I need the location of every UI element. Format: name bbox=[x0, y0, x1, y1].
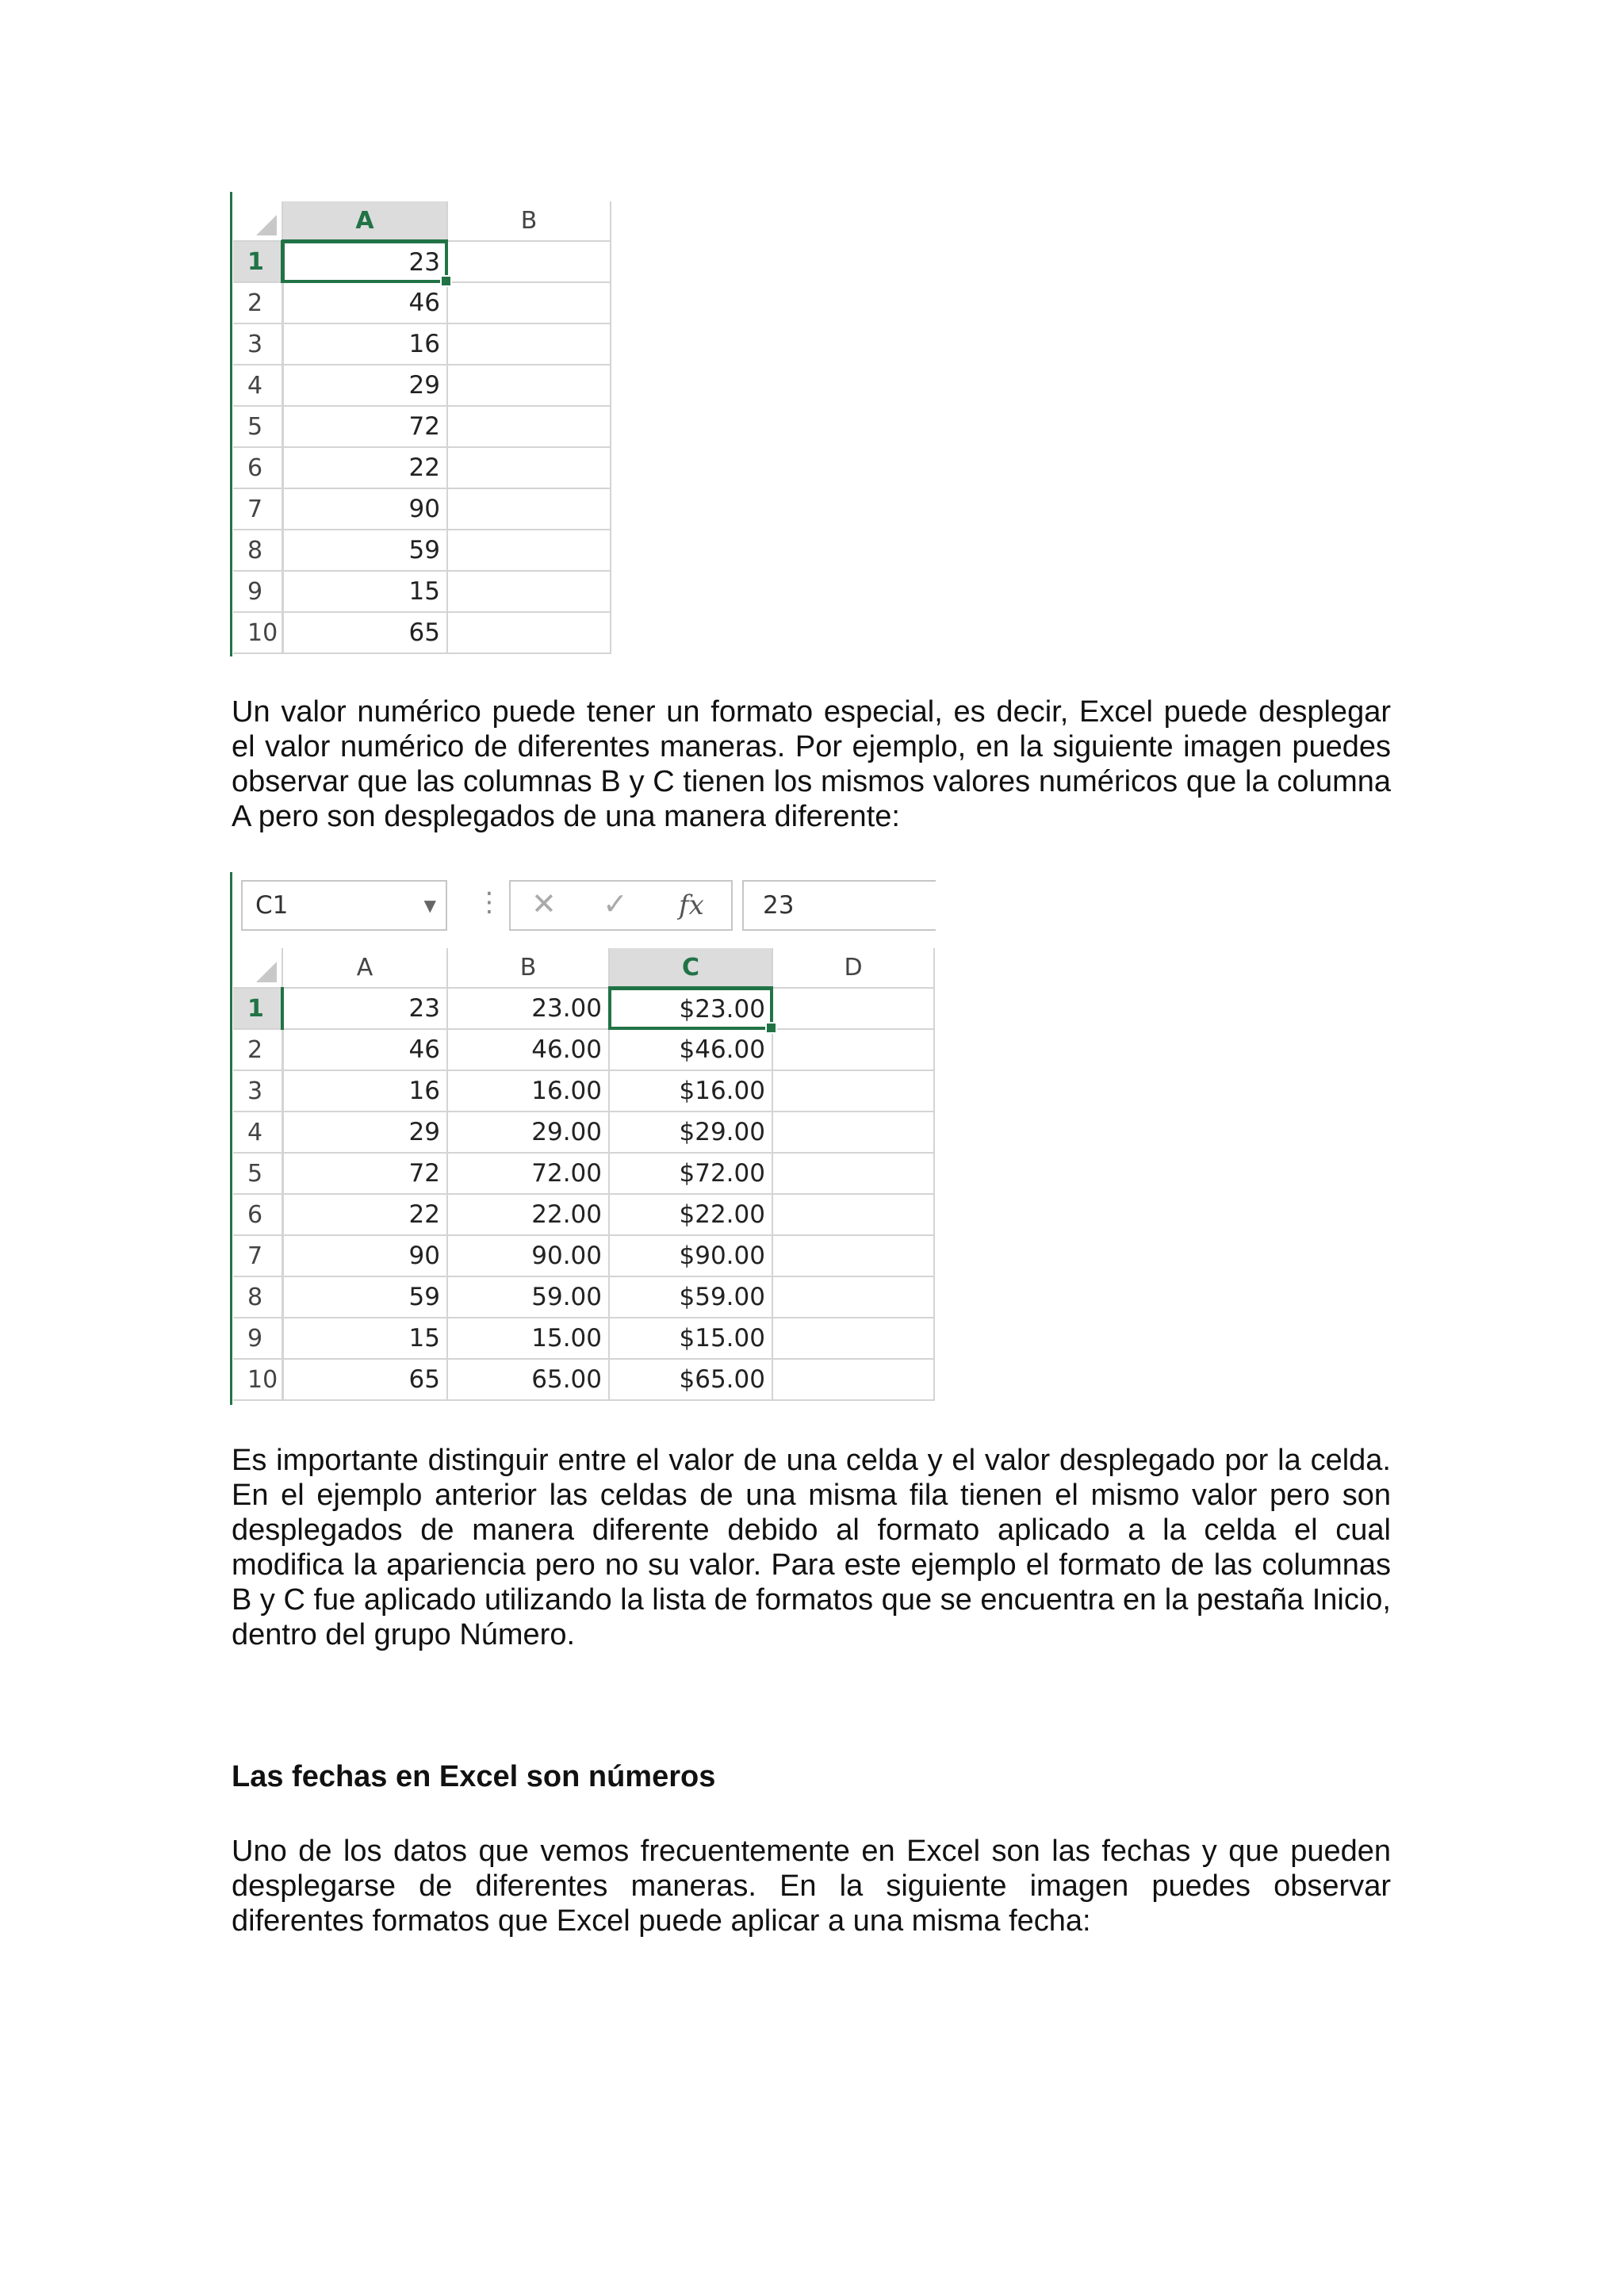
table-cell[interactable]: $72.00 bbox=[609, 1153, 772, 1194]
table-cell[interactable]: 72 bbox=[282, 1153, 447, 1194]
select-all-corner[interactable] bbox=[233, 201, 282, 241]
table-cell[interactable] bbox=[772, 1235, 934, 1276]
table-cell[interactable]: 65 bbox=[282, 612, 447, 653]
table-cell[interactable]: 59 bbox=[282, 530, 447, 571]
table-cell[interactable]: $65.00 bbox=[609, 1359, 772, 1400]
name-box-value: C1 bbox=[255, 891, 289, 920]
dropdown-arrow-icon[interactable]: ▼ bbox=[423, 896, 436, 915]
section-heading: Las fechas en Excel son números bbox=[232, 1760, 716, 1793]
table-cell[interactable]: 23.00 bbox=[447, 988, 609, 1029]
column-header-b[interactable]: B bbox=[447, 948, 609, 988]
row-header[interactable]: 3 bbox=[233, 1070, 282, 1112]
table-cell[interactable] bbox=[772, 1029, 934, 1070]
name-box[interactable] bbox=[241, 880, 447, 931]
table-cell[interactable] bbox=[447, 406, 611, 447]
paragraph-value-vs-display: Es importante distinguir entre el valor de una celda y el valor desplegado por la celda. En el ejemplo anterior las celdas de una misma fila tienen el mismo valor pero son desplegados de manera diferente debido al formato aplicado a la celda el cual modifica la apariencia pero no su valor. Para este ejemplo el formato de las columnas B y C fue aplicado utilizando la lista de formatos que se encuentra en la pestaña Inicio, dentro del grupo Número. bbox=[232, 1444, 1391, 1651]
table-cell[interactable]: 16 bbox=[282, 1070, 447, 1112]
table-cell[interactable]: 15 bbox=[282, 1318, 447, 1359]
table-cell[interactable]: 29.00 bbox=[447, 1112, 609, 1153]
sheet-left-edge bbox=[230, 872, 232, 1405]
table-cell[interactable] bbox=[447, 365, 611, 406]
row-header[interactable]: 1 bbox=[233, 988, 282, 1029]
table-cell[interactable]: 15.00 bbox=[447, 1318, 609, 1359]
column-header-d[interactable]: D bbox=[772, 948, 934, 988]
excel-screenshot-2 bbox=[230, 872, 944, 1411]
row-header[interactable]: 10 bbox=[233, 612, 282, 653]
table-cell[interactable]: 65 bbox=[282, 1359, 447, 1400]
row-header[interactable]: 8 bbox=[233, 530, 282, 571]
worksheet-grid-1 bbox=[233, 201, 611, 654]
worksheet-grid-2 bbox=[233, 948, 935, 1401]
table-cell[interactable]: $22.00 bbox=[609, 1194, 772, 1235]
table-cell[interactable]: $16.00 bbox=[609, 1070, 772, 1112]
column-header-c[interactable]: C bbox=[609, 948, 772, 988]
table-cell[interactable]: 22 bbox=[282, 447, 447, 488]
column-header-a[interactable]: A bbox=[282, 201, 447, 241]
row-header[interactable]: 5 bbox=[233, 406, 282, 447]
table-cell[interactable] bbox=[772, 1359, 934, 1400]
table-cell[interactable] bbox=[772, 988, 934, 1029]
row-header[interactable]: 4 bbox=[233, 365, 282, 406]
row-header[interactable]: 10 bbox=[233, 1359, 282, 1400]
table-cell[interactable]: 90 bbox=[282, 1235, 447, 1276]
table-cell[interactable] bbox=[772, 1318, 934, 1359]
row-header[interactable]: 7 bbox=[233, 1235, 282, 1276]
row-header[interactable]: 6 bbox=[233, 1194, 282, 1235]
table-cell[interactable]: 22 bbox=[282, 1194, 447, 1235]
select-all-corner[interactable] bbox=[233, 948, 282, 988]
table-cell[interactable] bbox=[447, 323, 611, 365]
column-header-a[interactable]: A bbox=[282, 948, 447, 988]
table-cell[interactable] bbox=[447, 571, 611, 612]
enter-check-icon[interactable]: ✓ bbox=[603, 886, 628, 921]
table-cell[interactable]: 22.00 bbox=[447, 1194, 609, 1235]
table-cell[interactable]: $90.00 bbox=[609, 1235, 772, 1276]
column-header-b[interactable]: B bbox=[447, 201, 611, 241]
table-cell[interactable]: 29 bbox=[282, 365, 447, 406]
row-header[interactable]: 2 bbox=[233, 282, 282, 323]
row-header[interactable]: 4 bbox=[233, 1112, 282, 1153]
table-cell[interactable]: 72.00 bbox=[447, 1153, 609, 1194]
table-cell[interactable]: 16.00 bbox=[447, 1070, 609, 1112]
row-header[interactable]: 9 bbox=[233, 1318, 282, 1359]
table-cell[interactable] bbox=[772, 1153, 934, 1194]
table-cell[interactable] bbox=[447, 530, 611, 571]
table-cell[interactable] bbox=[772, 1276, 934, 1318]
table-cell[interactable]: $15.00 bbox=[609, 1318, 772, 1359]
table-cell[interactable]: 72 bbox=[282, 406, 447, 447]
table-cell[interactable]: 59.00 bbox=[447, 1276, 609, 1318]
insert-function-icon[interactable]: fx bbox=[679, 890, 704, 921]
row-header[interactable]: 3 bbox=[233, 323, 282, 365]
row-header[interactable]: 5 bbox=[233, 1153, 282, 1194]
table-cell[interactable]: 23 bbox=[282, 988, 447, 1029]
table-cell[interactable]: 46 bbox=[282, 1029, 447, 1070]
row-header[interactable]: 8 bbox=[233, 1276, 282, 1318]
cancel-icon[interactable]: ✕ bbox=[531, 886, 557, 921]
row-header[interactable]: 1 bbox=[233, 241, 282, 282]
sheet-left-edge bbox=[230, 192, 232, 656]
table-cell[interactable]: 46 bbox=[282, 282, 447, 323]
row-header[interactable]: 2 bbox=[233, 1029, 282, 1070]
formula-bar bbox=[230, 880, 944, 932]
row-header[interactable]: 6 bbox=[233, 447, 282, 488]
table-cell[interactable]: 90.00 bbox=[447, 1235, 609, 1276]
table-cell[interactable] bbox=[447, 612, 611, 653]
table-cell[interactable]: 59 bbox=[282, 1276, 447, 1318]
excel-screenshot-1 bbox=[230, 192, 619, 660]
table-cell[interactable]: 16 bbox=[282, 323, 447, 365]
table-cell[interactable]: 90 bbox=[282, 488, 447, 530]
table-cell[interactable]: $46.00 bbox=[609, 1029, 772, 1070]
table-cell[interactable]: 65.00 bbox=[447, 1359, 609, 1400]
table-cell[interactable] bbox=[772, 1112, 934, 1153]
cell-b1[interactable] bbox=[447, 241, 611, 282]
paragraph-dates: Uno de los datos que vemos frecuentemente en Excel son las fechas y que pueden desplegarse de diferentes maneras. En la siguiente imagen puedes observar diferentes formatos que Excel puede aplicar a una misma fecha: bbox=[232, 1835, 1391, 1938]
table-cell[interactable]: 15 bbox=[282, 571, 447, 612]
cell-a1[interactable]: 23 bbox=[282, 241, 447, 282]
table-cell[interactable] bbox=[447, 282, 611, 323]
table-cell[interactable] bbox=[447, 488, 611, 530]
cell-c1[interactable]: $23.00 bbox=[609, 988, 772, 1029]
table-cell[interactable]: $59.00 bbox=[609, 1276, 772, 1318]
table-cell[interactable] bbox=[772, 1194, 934, 1235]
formula-buttons bbox=[509, 880, 733, 931]
table-cell[interactable]: $29.00 bbox=[609, 1112, 772, 1153]
table-cell[interactable]: 29 bbox=[282, 1112, 447, 1153]
more-options-icon[interactable]: ⋮ bbox=[476, 886, 503, 918]
paragraph-numeric-format: Un valor numérico puede tener un formato especial, es decir, Excel puede desplegar el valor numérico de diferentes maneras. Por ejemplo, en la siguiente imagen puedes observar que las columnas B y C tienen los mismos valores numéricos que la columna A pero son desplegados de una manera diferente: bbox=[232, 695, 1391, 833]
row-header[interactable]: 9 bbox=[233, 571, 282, 612]
table-cell[interactable] bbox=[772, 1070, 934, 1112]
table-cell[interactable] bbox=[447, 447, 611, 488]
table-cell[interactable]: 46.00 bbox=[447, 1029, 609, 1070]
formula-input[interactable]: 23 bbox=[742, 880, 936, 931]
row-header[interactable]: 7 bbox=[233, 488, 282, 530]
